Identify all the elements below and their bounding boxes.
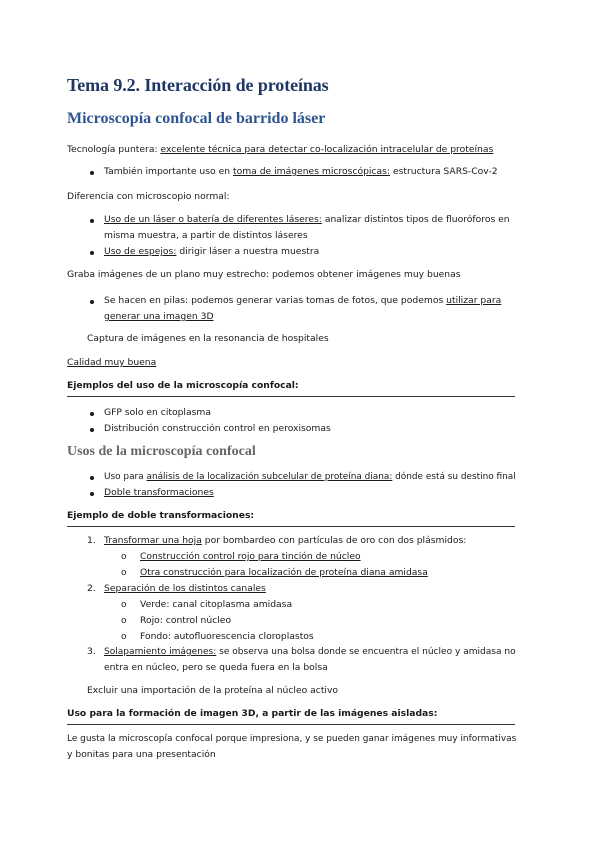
text: También importante uso en: [104, 166, 233, 177]
sub-item-amidasa: Otra construcción para localización de proteína diana amidasa: [140, 567, 428, 578]
underlined-text: excelente técnica para detectar co-localización intracelular de proteínas: [160, 144, 494, 155]
bullet-icon: [90, 492, 94, 496]
underlined-text: Uso de un láser o batería de diferentes láseres:: [104, 214, 322, 225]
sub-bullet-icon: o: [121, 632, 127, 642]
heading-imagen-3d: Uso para la formación de imagen 3D, a partir de las imágenes aisladas:: [67, 708, 438, 719]
underlined-text: análisis de la localización subcelular de proteína diana:: [146, 471, 393, 482]
bullet-item-sars: [104, 166, 498, 178]
text: dónde está su destino final: [392, 471, 516, 482]
bullet-icon: [90, 412, 94, 416]
sub-bullet-icon: o: [121, 616, 127, 626]
numbered-item-transformar: [104, 535, 466, 547]
bullet-item-laser: [104, 214, 510, 226]
bullet-item-pilas-cont: generar una imagen 3D: [104, 311, 214, 322]
text: analizar distintos tipos de fluoróforos en: [321, 214, 510, 225]
numbered-item-separacion: Separación de los distintos canales: [104, 583, 266, 594]
underlined-text: Solapamiento imágenes:: [104, 646, 217, 657]
text: se observa una bolsa donde se encuentra el núcleo y amidasa no: [216, 646, 516, 657]
heading-ejemplo-doble: Ejemplo de doble transformaciones:: [67, 510, 255, 521]
sub-bullet-icon: o: [121, 568, 127, 578]
underlined-text: Transformar una hoja: [104, 535, 202, 546]
list-number: 1.: [87, 535, 96, 546]
divider: [67, 724, 515, 725]
bullet-icon: [90, 251, 94, 255]
list-number: 3.: [87, 646, 96, 657]
text: Uso para: [104, 471, 147, 482]
bullet-item-laser-cont: misma muestra, a partir de distintos láseres: [104, 230, 308, 241]
paragraph-excluir: Excluir una importación de la proteína al núcleo activo: [87, 685, 339, 696]
sub-item-fondo: Fondo: autofluorescencia cloroplastos: [140, 631, 314, 642]
divider: [67, 396, 515, 397]
section-heading-confocal: Microscopía confocal de barrido láser: [67, 110, 326, 127]
bullet-item-gfp: GFP solo en citoplasma: [104, 407, 211, 418]
text: por bombardeo con partículas de oro con dos plásmidos:: [201, 535, 467, 546]
sub-bullet-icon: o: [121, 600, 127, 610]
bullet-icon: [90, 219, 94, 223]
bullet-item-analisis: [104, 471, 516, 483]
heading-ejemplos: Ejemplos del uso de la microscopía confocal:: [67, 380, 299, 391]
paragraph-tecnologia: [67, 144, 493, 156]
paragraph-presentacion-2: y bonitas para una presentación: [67, 749, 216, 760]
paragraph-calidad: Calidad muy buena: [67, 357, 157, 368]
text: dirigir láser a nuestra muestra: [176, 246, 320, 257]
bullet-item-espejos: [104, 246, 319, 258]
page-title: Tema 9.2. Interacción de proteínas: [67, 75, 329, 95]
underlined-text: Uso de espejos:: [104, 246, 177, 257]
bullet-item-pilas: [104, 295, 501, 307]
numbered-item-solapamiento-cont: entra en núcleo, pero se queda fuera en la bolsa: [104, 662, 328, 673]
bullet-icon: [90, 476, 94, 480]
sub-item-control: Construcción control rojo para tinción de núcleo: [140, 551, 361, 562]
underlined-text: utilizar para: [446, 295, 502, 306]
paragraph-presentacion-1: Le gusta la microscopía confocal porque impresiona, y se pueden ganar imágenes muy informativas: [67, 733, 517, 744]
bullet-item-peroxisomas: Distribución construcción control en peroxisomas: [104, 423, 331, 434]
bullet-icon: [90, 171, 94, 175]
text: Se hacen en pilas: podemos generar varias tomas de fotos, que podemos: [104, 295, 447, 306]
sub-item-verde: Verde: canal citoplasma amidasa: [140, 599, 293, 610]
section-heading-usos: Usos de la microscopía confocal: [67, 444, 256, 459]
divider: [67, 526, 515, 527]
paragraph-diferencia: Diferencia con microscopio normal:: [67, 191, 230, 202]
text: Tecnología puntera:: [67, 144, 161, 155]
paragraph-captura: Captura de imágenes en la resonancia de hospitales: [87, 333, 329, 344]
underlined-text: toma de imágenes microscópicas:: [232, 166, 391, 177]
sub-item-rojo: Rojo: control núcleo: [140, 615, 232, 626]
numbered-item-solapamiento: [104, 646, 516, 658]
bullet-item-doble: Doble transformaciones: [104, 487, 214, 498]
list-number: 2.: [87, 583, 96, 594]
bullet-icon: [90, 428, 94, 432]
bullet-icon: [90, 300, 94, 304]
sub-bullet-icon: o: [121, 552, 127, 562]
text: estructura SARS-Cov-2: [390, 166, 498, 177]
paragraph-graba: Graba imágenes de un plano muy estrecho: podemos obtener imágenes muy buenas: [67, 269, 461, 280]
